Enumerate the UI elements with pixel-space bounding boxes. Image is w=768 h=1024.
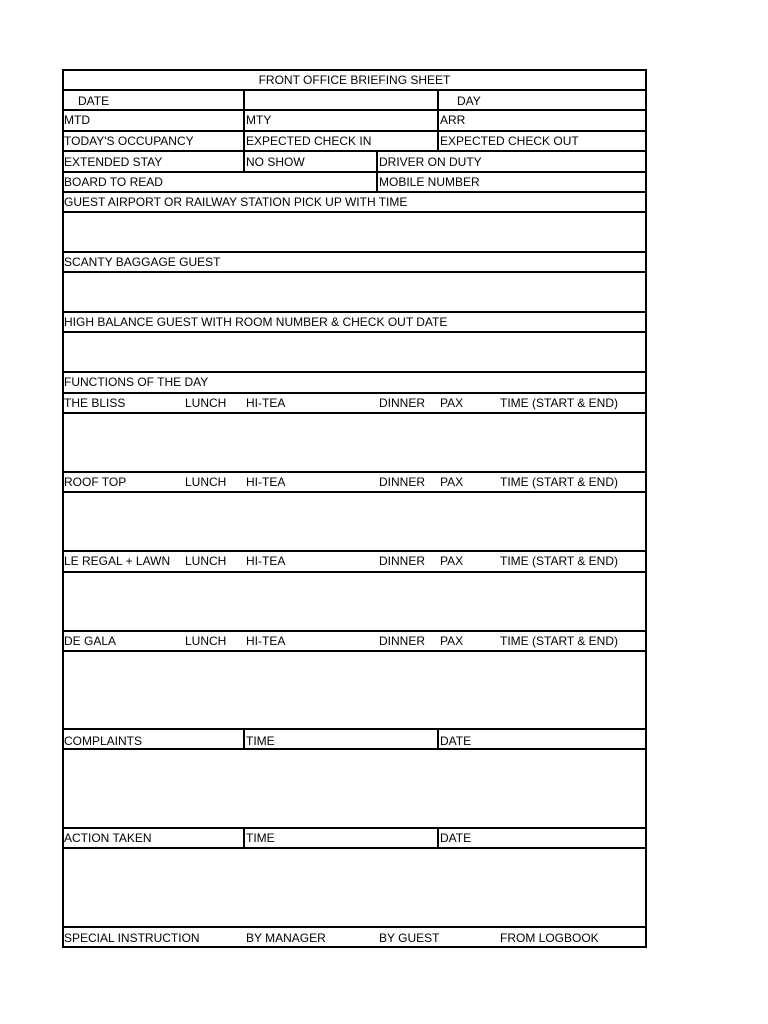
venue-dinner: DINNER	[379, 396, 426, 410]
rule	[62, 191, 647, 193]
venue-lunch: LUNCH	[185, 475, 227, 489]
by-manager-label: BY MANAGER	[246, 931, 326, 945]
special-instruction-label: SPECIAL INSTRUCTION	[64, 931, 200, 945]
rule	[62, 630, 647, 632]
functions-label: FUNCTIONS OF THE DAY	[64, 375, 209, 389]
rule	[62, 550, 647, 552]
mtd-label: MTD	[64, 113, 90, 127]
rule	[62, 571, 647, 573]
divider	[243, 89, 245, 151]
sheet-title: FRONT OFFICE BRIEFING SHEET	[258, 73, 451, 87]
rule	[62, 728, 647, 730]
rule	[62, 251, 647, 253]
action-date-label: DATE	[440, 831, 472, 845]
venue-name: ROOF TOP	[64, 475, 127, 489]
rule	[62, 150, 647, 152]
venue-lunch: LUNCH	[185, 634, 227, 648]
venue-name: THE BLISS	[64, 396, 126, 410]
rule	[62, 371, 647, 373]
occupancy-label: TODAY'S OCCUPANCY	[64, 134, 194, 148]
venue-pax: PAX	[440, 396, 464, 410]
venue-time: TIME (START & END)	[500, 396, 619, 410]
venue-time: TIME (START & END)	[500, 475, 619, 489]
complaints-label: COMPLAINTS	[64, 734, 143, 748]
rule	[62, 926, 647, 928]
divider	[437, 827, 439, 849]
rule	[62, 109, 647, 111]
day-label: DAY	[457, 94, 481, 108]
venue-name: DE GALA	[64, 634, 117, 648]
extended-stay-label: EXTENDED STAY	[64, 155, 163, 169]
right-border	[645, 69, 647, 948]
rule	[62, 650, 647, 652]
high-balance-label: HIGH BALANCE GUEST WITH ROOM NUMBER & CHECK OUT DATE	[64, 315, 448, 329]
date-label: DATE	[78, 94, 110, 108]
rule	[62, 89, 647, 91]
by-guest-label: BY GUEST	[379, 931, 440, 945]
divider	[437, 89, 439, 151]
venue-lunch: LUNCH	[185, 396, 227, 410]
venue-pax: PAX	[440, 554, 464, 568]
venue-pax: PAX	[440, 475, 464, 489]
rule	[62, 69, 647, 71]
venue-hitea: HI-TEA	[246, 396, 286, 410]
rule	[62, 392, 647, 394]
mty-label: MTY	[246, 113, 272, 127]
venue-pax: PAX	[440, 634, 464, 648]
rule	[62, 946, 647, 948]
rule	[62, 211, 647, 213]
divider	[376, 150, 378, 192]
mobile-label: MOBILE NUMBER	[379, 175, 480, 189]
venue-dinner: DINNER	[379, 554, 426, 568]
rule	[62, 491, 647, 493]
venue-hitea: HI-TEA	[246, 634, 286, 648]
check-in-label: EXPECTED CHECK IN	[246, 134, 372, 148]
divider	[243, 150, 245, 172]
divider	[243, 827, 245, 849]
venue-hitea: HI-TEA	[246, 554, 286, 568]
check-out-label: EXPECTED CHECK OUT	[440, 134, 579, 148]
venue-time: TIME (START & END)	[500, 554, 619, 568]
rule	[62, 827, 647, 829]
venue-time: TIME (START & END)	[500, 634, 619, 648]
action-time-label: TIME	[246, 831, 275, 845]
rule	[62, 311, 647, 313]
driver-label: DRIVER ON DUTY	[379, 155, 482, 169]
venue-name: LE REGAL + LAWN	[64, 554, 171, 568]
rule	[62, 130, 647, 132]
action-taken-label: ACTION TAKEN	[64, 831, 152, 845]
divider	[243, 728, 245, 750]
rule	[62, 271, 647, 273]
venue-lunch: LUNCH	[185, 554, 227, 568]
from-logbook-label: FROM LOGBOOK	[500, 931, 599, 945]
venue-hitea: HI-TEA	[246, 475, 286, 489]
pickup-label: GUEST AIRPORT OR RAILWAY STATION PICK UP WITH TIME	[64, 195, 408, 209]
board-label: BOARD TO READ	[64, 175, 163, 189]
rule	[62, 471, 647, 473]
rule	[62, 331, 647, 333]
rule	[62, 412, 647, 414]
rule	[62, 171, 647, 173]
no-show-label: NO SHOW	[246, 155, 305, 169]
arr-label: ARR	[440, 113, 466, 127]
divider	[437, 728, 439, 750]
complaints-time-label: TIME	[246, 734, 275, 748]
venue-dinner: DINNER	[379, 634, 426, 648]
rule	[62, 847, 647, 849]
venue-dinner: DINNER	[379, 475, 426, 489]
scanty-baggage-label: SCANTY BAGGAGE GUEST	[64, 255, 221, 269]
complaints-date-label: DATE	[440, 734, 472, 748]
rule	[62, 748, 647, 750]
